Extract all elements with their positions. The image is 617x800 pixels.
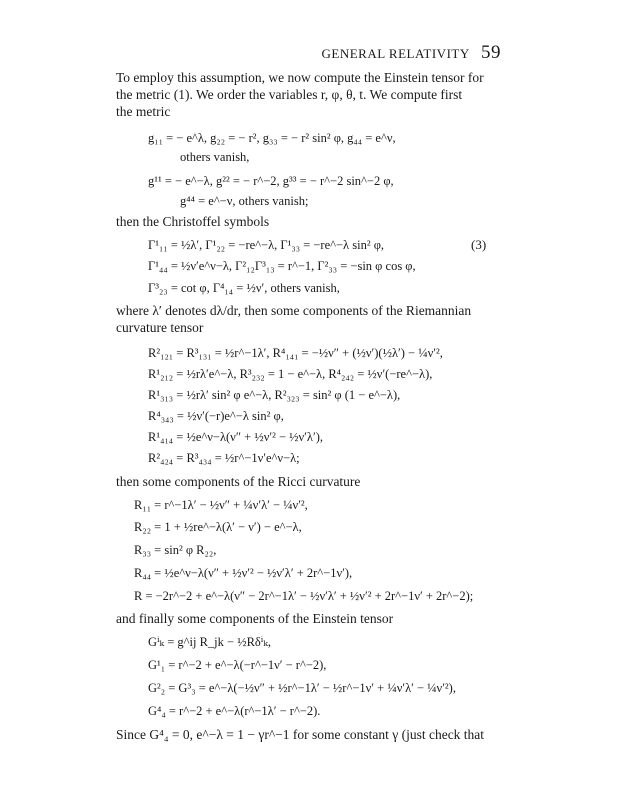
- christoffel-equation: Γ¹₄₄ = ½ν′e^ν−λ, Γ²₁₂Γ³₁₃ = r^−1, Γ²₃₃ = −sin φ cos φ,: [148, 259, 416, 273]
- riemann-equation: R²₁₂₁ = R³₁₃₁ = ½r^−1λ′, R⁴₁₄₁ = −½ν″ + (½ν′)(½λ′) − ¼ν′²,: [148, 346, 443, 360]
- ricci-equation: R₂₂ = 1 + ½re^−λ(λ′ − ν′) − e^−λ,: [134, 520, 302, 534]
- body-text-line: where λ′ denotes dλ/dr, then some components of the Riemannian: [116, 303, 472, 318]
- body-text-line: then the Christoffel symbols: [116, 214, 270, 229]
- body-text-line: and finally some components of the Einstein tensor: [116, 611, 394, 626]
- body-text-line: curvature tensor: [116, 320, 204, 335]
- ricci-equation: R₁₁ = r^−1λ′ − ½ν″ + ¼ν′λ′ − ¼ν′²,: [134, 498, 308, 512]
- einstein-tensor-equation: G²₂ = G³₃ = e^−λ(−½ν″ + ½r^−1λ′ − ½r^−1ν′ + ¼ν′λ′ − ¼ν′²),: [148, 681, 456, 695]
- body-text-line: the metric (1). We order the variables r, φ, θ, t. We compute first: [116, 87, 463, 102]
- body-text-line: To employ this assumption, we now compute the Einstein tensor for: [116, 70, 484, 85]
- ricci-equation: R₄₄ = ½e^ν−λ(ν″ + ½ν′² − ½ν′λ′ + 2r^−1ν′),: [134, 566, 353, 580]
- riemann-equation: R¹₂₁₂ = ½rλ′e^−λ, R³₂₃₂ = 1 − e^−λ, R⁴₂₄₂ = ½ν′(−re^−λ),: [148, 367, 433, 381]
- running-header: [321, 42, 501, 64]
- einstein-tensor-equation: G⁴₄ = r^−2 + e^−λ(r^−1λ′ − r^−2).: [148, 704, 321, 718]
- einstein-tensor-equation: Gⁱₖ = g^ij R_jk − ½Rδⁱₖ,: [148, 635, 271, 649]
- metric-contravariant-equation-cont: g⁴⁴ = e^−ν, others vanish;: [180, 194, 309, 208]
- metric-note: others vanish,: [180, 150, 250, 164]
- metric-covariant-equation: g₁₁ = − e^λ, g₂₂ = − r², g₃₃ = − r² sin² φ, g₄₄ = e^ν,: [148, 131, 396, 145]
- riemann-equation: R⁴₃₄₃ = ½ν′(−r)e^−λ sin² φ,: [148, 409, 284, 423]
- riemann-equation: R¹₄₁₄ = ½e^ν−λ(ν″ + ½ν′² − ½ν′λ′),: [148, 430, 323, 444]
- body-text-line: Since G⁴₄ = 0, e^−λ = 1 − γr^−1 for some constant γ (just check that: [116, 727, 485, 742]
- metric-contravariant-equation: g¹¹ = − e^−λ, g²² = − r^−2, g³³ = − r^−2 sin^−2 φ,: [148, 174, 394, 188]
- riemann-equation: R²₄₂₄ = R³₄₃₄ = ½r^−1ν′e^ν−λ;: [148, 451, 300, 465]
- christoffel-equation: Γ¹₁₁ = ½λ′, Γ¹₂₂ = −re^−λ, Γ¹₃₃ = −re^−λ sin² φ,: [148, 238, 385, 252]
- page-number: 59: [481, 42, 501, 63]
- body-text-line: the metric: [116, 104, 171, 119]
- christoffel-equation: Γ³₂₃ = cot φ, Γ⁴₁₄ = ½ν′, others vanish,: [148, 281, 340, 295]
- running-title: GENERAL RELATIVITY: [321, 46, 470, 61]
- body-text-line: then some components of the Ricci curvature: [116, 474, 361, 489]
- ricci-equation: R₃₃ = sin² φ R₂₂,: [134, 543, 217, 557]
- riemann-equation: R¹₃₁₃ = ½rλ′ sin² φ e^−λ, R²₃₂₃ = sin² φ (1 − e^−λ),: [148, 388, 401, 402]
- equation-number: (3): [471, 237, 487, 252]
- einstein-tensor-equation: G¹₁ = r^−2 + e^−λ(−r^−1ν′ − r^−2),: [148, 658, 327, 672]
- ricci-scalar-equation: R = −2r^−2 + e^−λ(ν″ − 2r^−1λ′ − ½ν′λ′ + ½ν′² + 2r^−1ν′ + 2r^−2);: [134, 589, 474, 603]
